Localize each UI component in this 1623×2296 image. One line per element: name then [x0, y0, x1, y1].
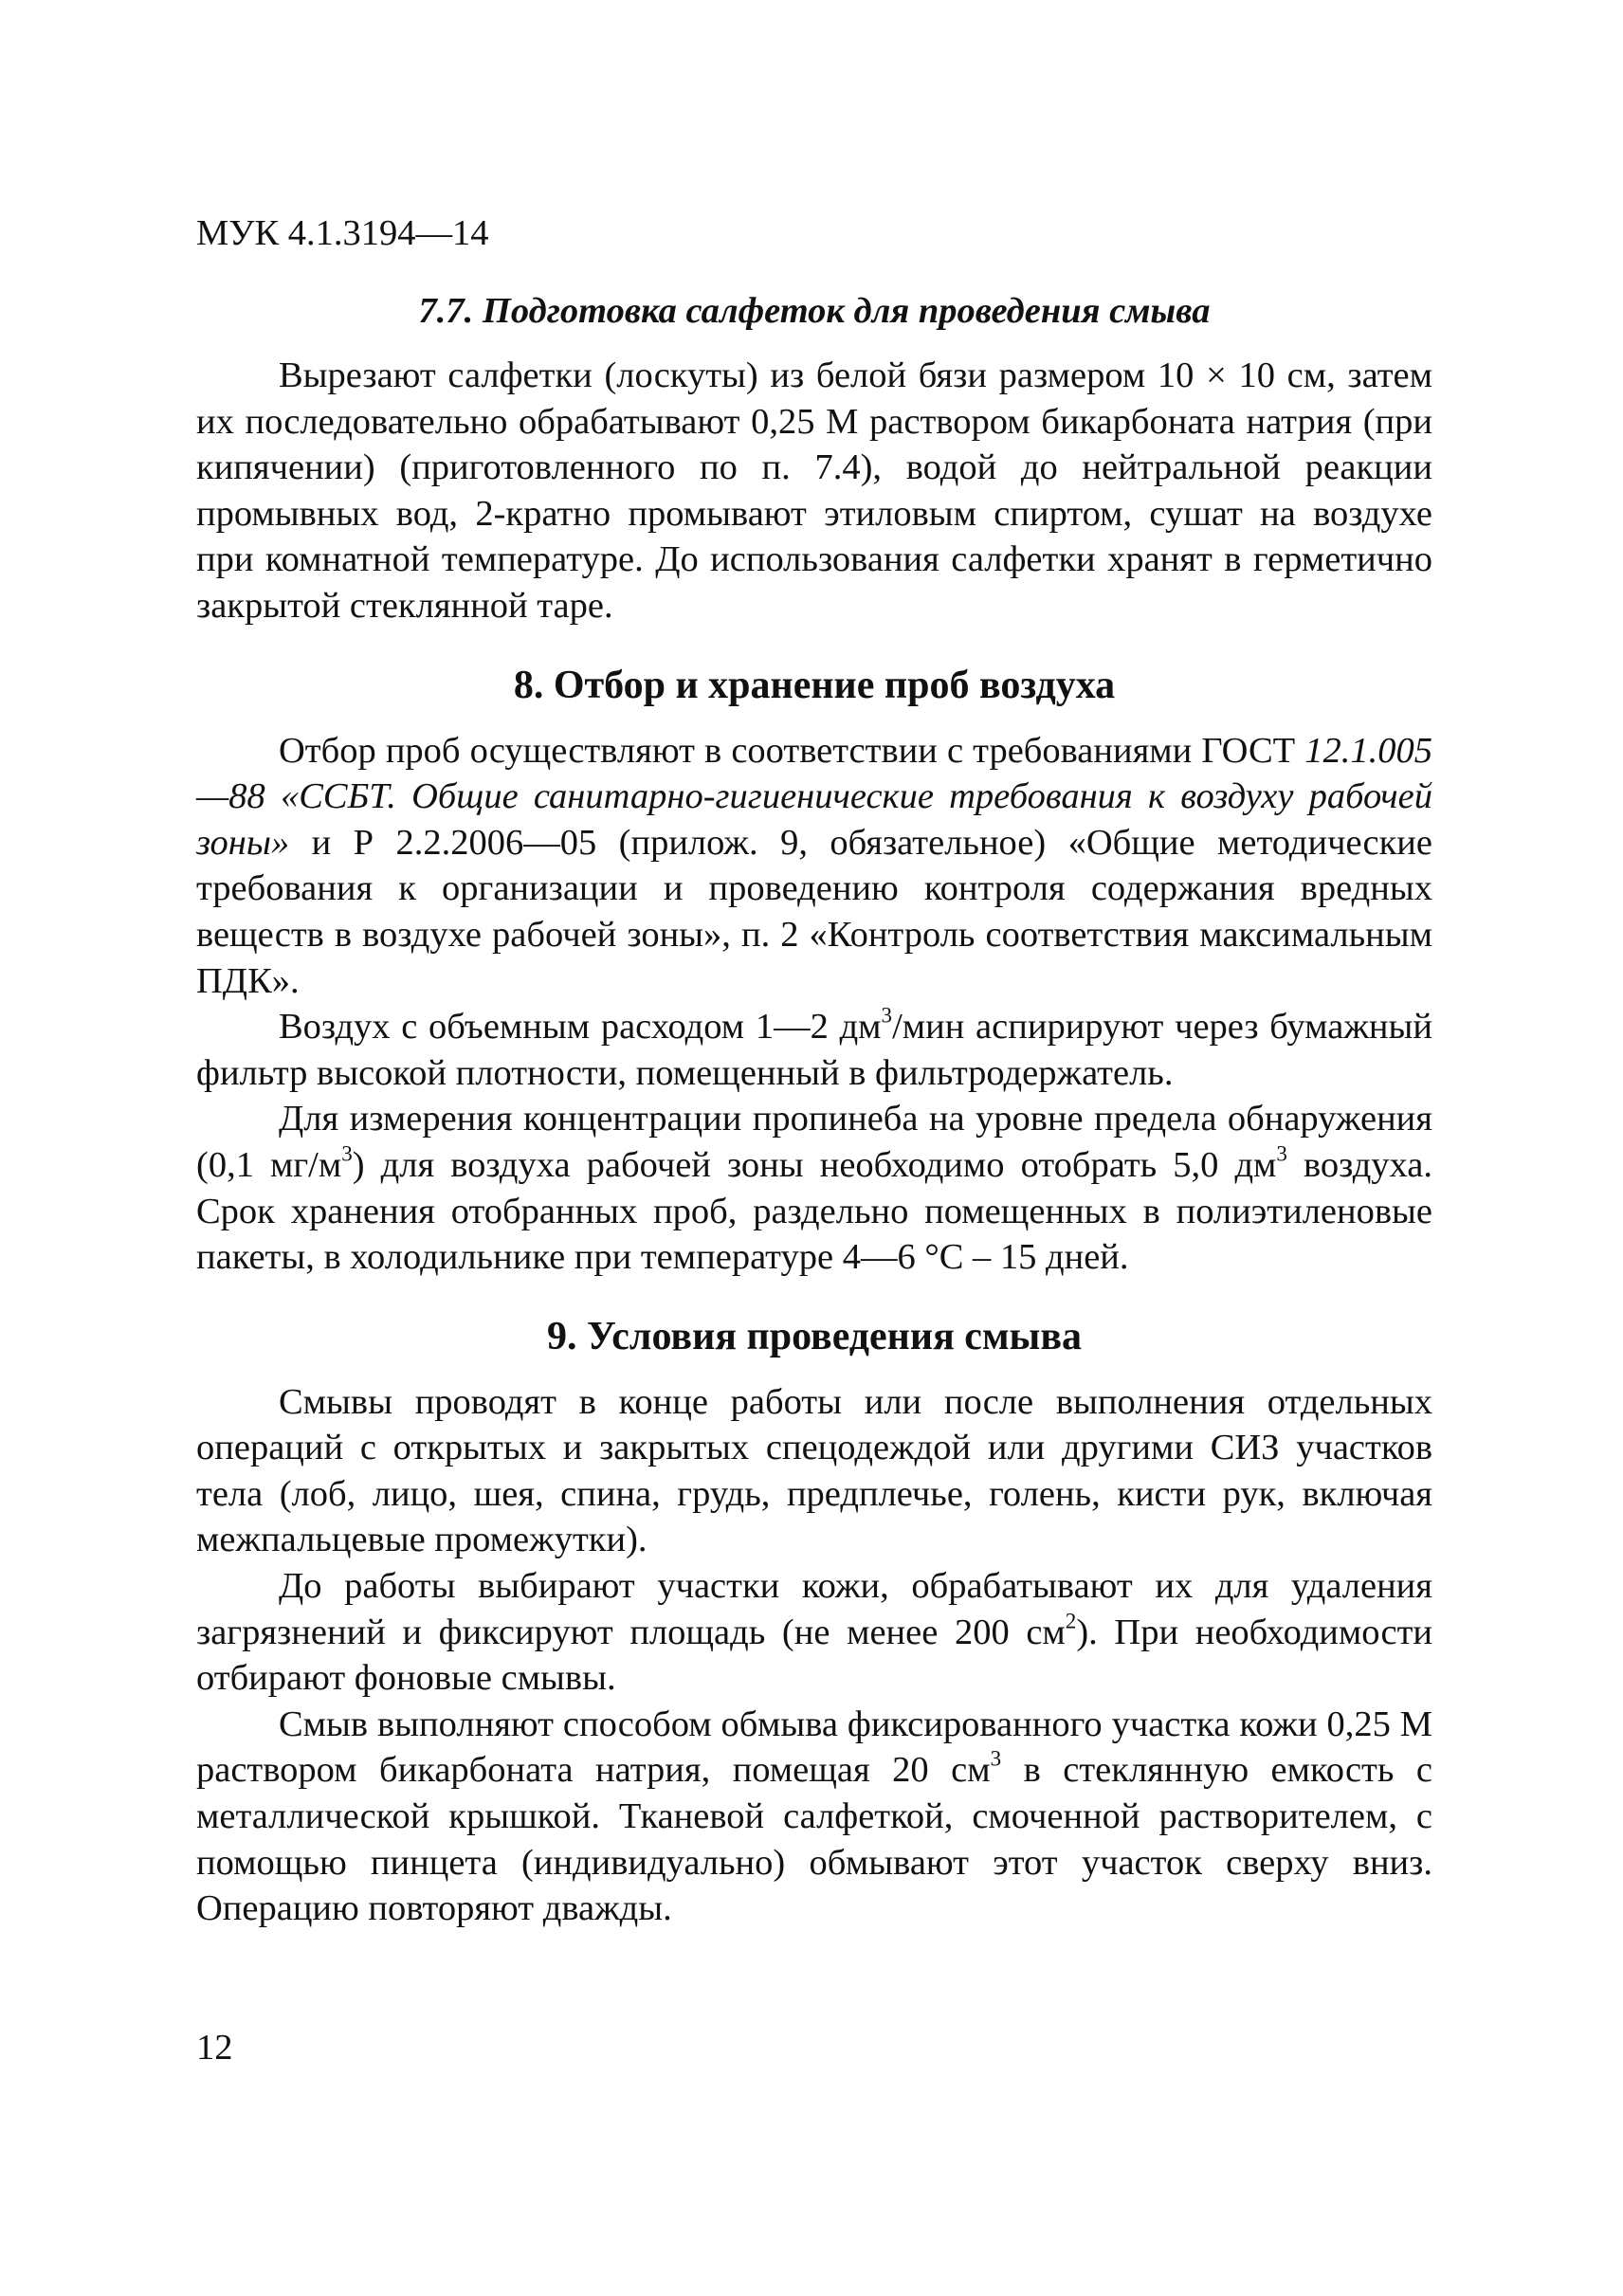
section-9-paragraph-2 [196, 1563, 1432, 1702]
text-run: До работы выбирают участки кожи, обрабатывают их для удаления загрязнений и фиксируют площадь (не менее 200 см [196, 1566, 1432, 1652]
section-9-title: 9. Условия проведения смыва [546, 1314, 1083, 1358]
running-header: МУК 4.1.3194—14 [196, 213, 489, 253]
section-8-title: 8. Отбор и хранение проб воздуха [513, 663, 1116, 707]
text-run: ). При необходимости отбирают фоновые смывы. [196, 1612, 1432, 1699]
superscript: 3 [1276, 1140, 1287, 1166]
italic-citation: 12.1.005—88 «ССБТ. Общие санитарно-гигиенические требования к воздуху рабочей зоны» [196, 730, 1432, 863]
page-number: 12 [196, 2028, 233, 2068]
section-9-paragraph-3 [196, 1702, 1432, 1932]
text-run: ) для воздуха рабочей зоны необходимо отобрать 5,0 дм [352, 1144, 1277, 1185]
text-run: Для измерения концентрации пропинеба на уровне предела обнаружения (0,1 мг/м [196, 1099, 1432, 1185]
superscript: 2 [1065, 1608, 1077, 1633]
section-9-paragraph-1: Смывы проводят в конце работы или после выполнения отдельных операций с открытых и закрытых спецодеждой или другими СИЗ участков тела (лоб, лицо, шея, спина, грудь, предплечье, голень, кисти рук, включая межпальцевые промежутки). [196, 1381, 1432, 1560]
superscript: 3 [990, 1745, 1002, 1771]
text-run: в стеклянную емкость с металлической крышкой. Тканевой салфеткой, смоченной растворителем, с помощью пинцета (индивидуально) обмывают этот участок сверху вниз. Операцию повторяют дважды. [196, 1750, 1432, 1929]
text-run: и Р 2.2.2006—05 (прилож. 9, обязательное) «Общие методические требования к организации и проведению контроля содержания вредных веществ в воздухе рабочей зоны», п. 2 «Контроль соответствия максимальным ПДК». [196, 822, 1432, 1001]
text-run: Смыв выполняют способом обмыва фиксированного участка кожи 0,25 М раствором бикарбоната натрия, помещая 20 см [196, 1704, 1432, 1791]
text-run: Отбор проб осуществляют в соответствии с требованиями ГОСТ [279, 730, 1305, 771]
section-8-paragraph-3 [196, 1096, 1432, 1280]
text-run: воздуха. Срок хранения отобранных проб, раздельно помещенных в полиэтиленовые пакеты, в холодильнике при температуре 4—6 °С – 15 дней. [196, 1144, 1432, 1278]
text-run: Воздух с объемным расходом 1—2 дм [279, 1007, 882, 1048]
section-8-paragraph-2 [196, 1004, 1432, 1096]
section-7-7-paragraph: Вырезают салфетки (лоскуты) из белой бязи размером 10 × 10 см, затем их последовательно обрабатывают 0,25 М раствором бикарбоната натрия (при кипячении) (приготовленного по п. 7.4), водой до нейтральной реакции промывных вод, 2-кратно промывают этиловым спиртом, сушат на воздухе при комнатной температуре. До использования салфетки хранят в герметично закрытой стеклянной таре. [196, 355, 1432, 626]
superscript: 3 [341, 1140, 353, 1166]
section-7-7-title: 7.7. Подготовка салфеток для проведения смыва [418, 291, 1211, 331]
section-8-paragraph-1 [196, 728, 1432, 1005]
page-content [196, 210, 1432, 1932]
text-run: /мин аспирируют через бумажный фильтр высокой плотности, помещенный в фильтродержатель. [196, 1007, 1432, 1093]
superscript: 3 [881, 1002, 893, 1028]
